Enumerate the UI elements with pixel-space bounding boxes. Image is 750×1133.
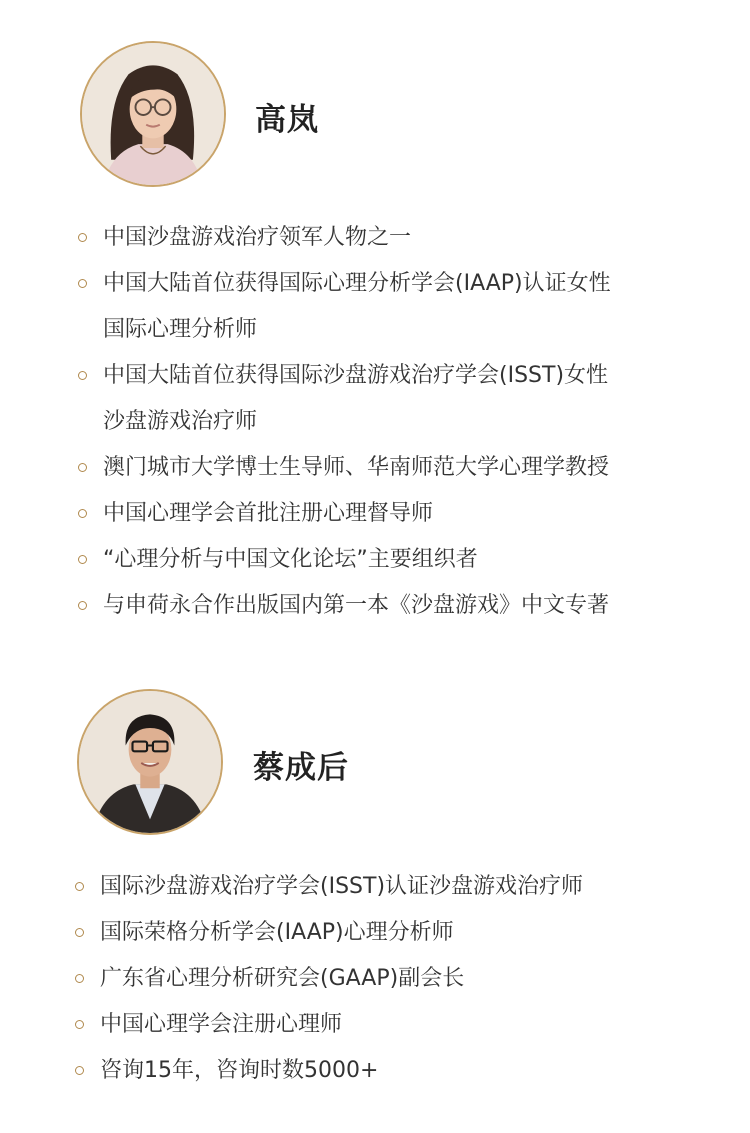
bio-text-continued: 沙盘游戏治疗师 bbox=[103, 409, 258, 434]
list-item bbox=[100, 1002, 720, 1048]
list-item bbox=[103, 537, 723, 583]
circle-bullet-icon bbox=[75, 974, 84, 983]
bio-text: 中国沙盘游戏治疗领军人物之一 bbox=[103, 225, 412, 250]
list-item bbox=[100, 910, 720, 956]
list-item bbox=[103, 445, 723, 491]
bio-text-continued: 国际心理分析师 bbox=[103, 317, 258, 342]
bio-list bbox=[103, 215, 723, 629]
bio-text: 广东省心理分析研究会(GAAP)副会长 bbox=[100, 966, 465, 991]
circle-bullet-icon bbox=[78, 233, 87, 242]
list-item bbox=[100, 864, 720, 910]
list-item bbox=[103, 353, 723, 445]
list-item bbox=[103, 215, 723, 261]
circle-bullet-icon bbox=[78, 463, 87, 472]
bio-text: 咨询15年，咨询时数5000+ bbox=[100, 1058, 379, 1083]
circle-bullet-icon bbox=[78, 555, 87, 564]
bio-text: 国际沙盘游戏治疗学会(ISST)认证沙盘游戏治疗师 bbox=[100, 874, 584, 899]
circle-bullet-icon bbox=[78, 371, 87, 380]
circle-bullet-icon bbox=[75, 1020, 84, 1029]
bio-text: 澳门城市大学博士生导师、华南师范大学心理学教授 bbox=[103, 455, 610, 480]
bio-text: 中国大陆首位获得国际沙盘游戏治疗学会(ISST)女性 bbox=[103, 363, 609, 388]
list-item bbox=[100, 956, 720, 1002]
bio-text: 中国心理学会首批注册心理督导师 bbox=[103, 501, 434, 526]
man-portrait-icon bbox=[79, 691, 221, 833]
person-name: 高岚 bbox=[255, 102, 319, 138]
list-item bbox=[103, 261, 723, 353]
circle-bullet-icon bbox=[75, 928, 84, 937]
circle-bullet-icon bbox=[78, 279, 87, 288]
woman-portrait-icon bbox=[82, 43, 224, 185]
person-name: 蔡成后 bbox=[253, 750, 349, 786]
list-item bbox=[103, 491, 723, 537]
circle-bullet-icon bbox=[75, 1066, 84, 1075]
list-item bbox=[100, 1048, 720, 1094]
circle-bullet-icon bbox=[75, 882, 84, 891]
avatar-gao-lan bbox=[80, 41, 226, 187]
bio-text: “心理分析与中国文化论坛”主要组织者 bbox=[103, 547, 478, 572]
list-item bbox=[103, 583, 723, 629]
bio-text: 中国心理学会注册心理师 bbox=[100, 1012, 343, 1037]
avatar-cai-chenghou bbox=[77, 689, 223, 835]
circle-bullet-icon bbox=[78, 509, 87, 518]
circle-bullet-icon bbox=[78, 601, 87, 610]
bio-text: 中国大陆首位获得国际心理分析学会(IAAP)认证女性 bbox=[103, 271, 611, 296]
bio-list bbox=[100, 864, 720, 1094]
bio-text: 与申荷永合作出版国内第一本《沙盘游戏》中文专著 bbox=[103, 593, 610, 618]
bio-text: 国际荣格分析学会(IAAP)心理分析师 bbox=[100, 920, 454, 945]
